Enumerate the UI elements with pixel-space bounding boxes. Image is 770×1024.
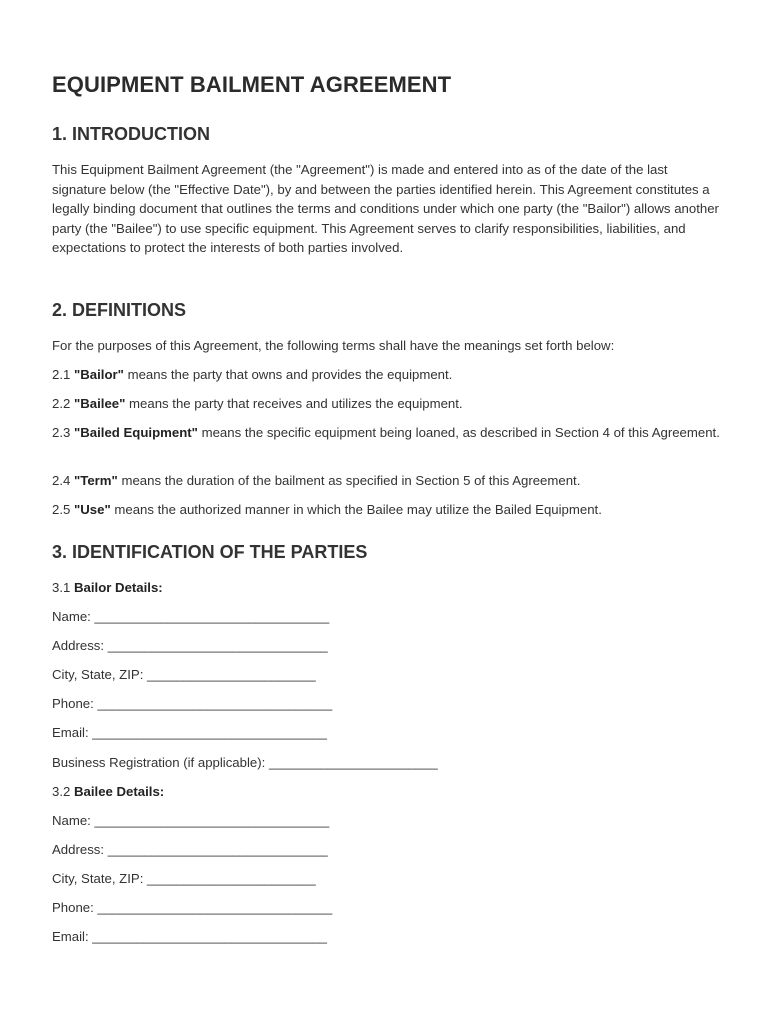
bailor-city-state-zip-field[interactable]: City, State, ZIP: _______________________ [52,667,316,682]
definition-term: "Bailee" [74,396,126,411]
definition-term: "Bailed Equipment" [74,425,198,440]
bailor-business-registration-field[interactable]: Business Registration (if applicable): _______________________ [52,755,438,770]
definition-text: means the duration of the bailment as specified in Section 5 of this Agreement. [121,473,581,488]
bailor-name-field[interactable]: Name: ________________________________ [52,609,330,624]
definition-text: means the authorized manner in which the Bailee may utilize the Bailed Equipment. [114,502,602,517]
bailee-name-field[interactable]: Name: ________________________________ [52,813,330,828]
bailee-city-state-zip-field[interactable]: City, State, ZIP: _______________________ [52,871,316,886]
subsection-number: 3.2 [52,784,71,799]
definition-text: means the party that receives and utilizes the equipment. [129,396,463,411]
definition-item [52,394,463,414]
subsection-label: Bailee Details: [74,784,165,799]
definition-term: "Use" [74,502,111,517]
subsection-label: Bailor Details: [74,580,163,595]
definition-item [52,365,452,385]
section-2-heading: 2. DEFINITIONS [52,300,187,320]
bailee-email-field[interactable]: Email: ________________________________ [52,929,327,944]
definition-number: 2.4 [52,473,71,488]
definition-item [52,423,720,443]
definition-number: 2.2 [52,396,71,411]
bailee-phone-field[interactable]: Phone: ________________________________ [52,900,333,915]
introduction-paragraph: This Equipment Bailment Agreement (the "Agreement") is made and entered into as of the date of the last signature below (the "Effective Date"), by and between the parties identified herein. This Agreement constitutes a legally binding document that outlines the terms and conditions under which one party (the "Bailor") allows another party (the "Bailee") to use specific equipment. This Agreement serves to clarify responsibilities, liabilities, and expectations to protect the interests of both parties involved. [52,162,719,256]
bailor-address-field[interactable]: Address: ______________________________ [52,638,328,653]
definition-item [52,500,602,520]
definition-term: "Bailor" [74,367,124,382]
bailee-address-field[interactable]: Address: ______________________________ [52,842,328,857]
definition-text: means the party that owns and provides the equipment. [127,367,453,382]
definition-number: 2.5 [52,502,71,517]
definition-number: 2.3 [52,425,71,440]
definition-text: means the specific equipment being loaned, as described in Section 4 of this Agreement. [201,425,720,440]
bailor-phone-field[interactable]: Phone: ________________________________ [52,696,333,711]
bailor-email-field[interactable]: Email: ________________________________ [52,725,327,740]
subsection-number: 3.1 [52,580,71,595]
definitions-intro: For the purposes of this Agreement, the following terms shall have the meanings set forth below: [52,338,615,353]
bailee-details-label [52,782,164,802]
definition-term: "Term" [74,473,118,488]
definition-item [52,471,580,491]
definition-number: 2.1 [52,367,71,382]
document-title: EQUIPMENT BAILMENT AGREEMENT [52,72,452,97]
section-3-heading: 3. IDENTIFICATION OF THE PARTIES [52,542,368,562]
bailor-details-label [52,578,163,598]
section-1-heading: 1. INTRODUCTION [52,124,211,144]
